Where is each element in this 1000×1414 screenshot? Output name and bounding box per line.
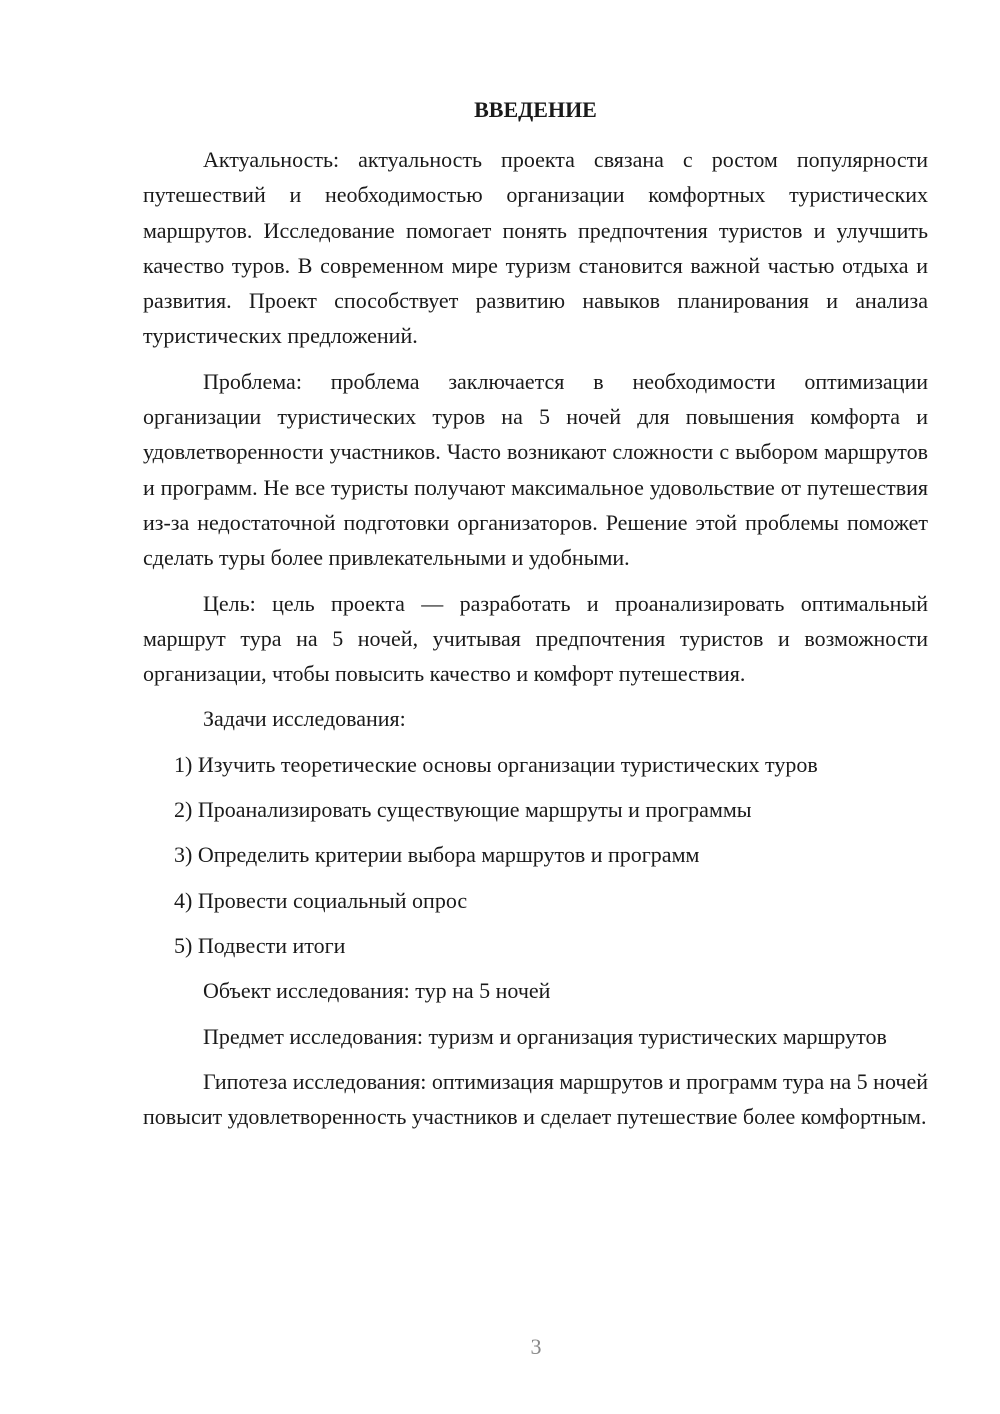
problem-paragraph: Проблема: проблема заключается в необходимости оптимизации организации туристических туров на 5 ночей для повышения комфорта и удовлетворенности участников. Часто возникают сложности с выбором маршрутов и программ. Не все туристы получают максимальное удовольствие от путешествия из-за недостаточной подготовки организаторов. Решение этой проблемы поможет сделать туры более привлекательными и удобными. <box>143 368 928 571</box>
tasks-heading: Задачи исследования: <box>203 706 406 732</box>
object-paragraph: Объект исследования: тур на 5 ночей <box>203 978 551 1004</box>
page-number: 3 <box>530 1334 542 1359</box>
list-item: 4) Провести социальный опрос <box>174 887 468 913</box>
page-title: ВВЕДЕНИЕ <box>474 97 597 122</box>
list-item: 2) Проанализировать существующие маршруты и программы <box>174 797 752 823</box>
hypothesis-paragraph: Гипотеза исследования: оптимизация маршрутов и программ тура на 5 ночей повысит удовлетворенность участников и сделает путешествие более комфортным. <box>143 1068 928 1130</box>
list-item: 5) Подвести итоги <box>174 932 346 958</box>
tasks-list <box>143 747 928 963</box>
subject-paragraph: Предмет исследования: туризм и организация туристических маршрутов <box>203 1023 887 1049</box>
document-body <box>143 96 928 1144</box>
relevance-paragraph: Актуальность: актуальность проекта связана с ростом популярности путешествий и необходимостью организации комфортных туристических маршрутов. Исследование помогает понять предпочтения туристов и улучшить качество туров. В современном мире туризм становится важной частью отдыха и развития. Проект способствует развитию навыков планирования и анализа туристических предложений. <box>143 147 928 349</box>
goal-paragraph: Цель: цель проекта — разработать и проанализировать оптимальный маршрут тура на 5 ночей, учитывая предпочтения туристов и возможности организации, чтобы повысить качество и комфорт путешествия. <box>143 590 928 687</box>
list-item: 3) Определить критерии выбора маршрутов и программ <box>174 842 700 868</box>
list-item: 1) Изучить теоретические основы организации туристических туров <box>174 751 818 777</box>
